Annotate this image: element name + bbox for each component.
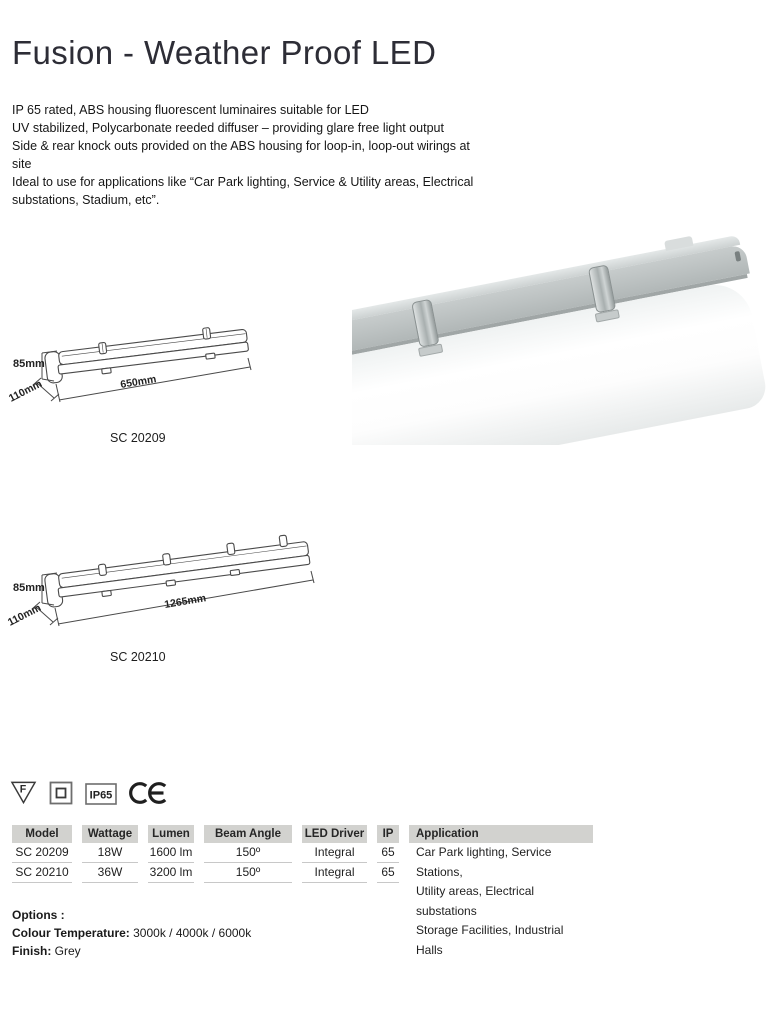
drawing-tab — [166, 580, 176, 586]
column-header-lumen: Lumen — [148, 825, 194, 843]
dimension-height-label: 85mm — [13, 582, 45, 594]
application-line: Storage Facilities, Industrial Halls — [416, 923, 564, 957]
options-heading: Options : — [12, 908, 65, 922]
cell-led-driver: Integral — [302, 843, 367, 863]
application-line: Car Park lighting, Service Stations, — [416, 845, 552, 879]
f-mark-icon — [10, 779, 37, 805]
cell-ip: 65 — [377, 863, 399, 883]
description-line: Side & rear knock outs provided on the ABS housing for loop-in, loop-out wirings at site — [12, 139, 470, 171]
column-header-wattage: Wattage — [82, 825, 138, 843]
drawing-clip — [227, 543, 235, 555]
column-header-application: Application — [409, 825, 593, 843]
cell-beam-angle: 150º — [204, 863, 292, 883]
column-header-model: Model — [12, 825, 72, 843]
cell-wattage: 36W — [82, 863, 138, 883]
dimension-height-label: 85mm — [13, 358, 45, 370]
finish-line — [12, 942, 251, 960]
description-line: Ideal to use for applications like “Car Park lighting, Service & Utility areas, Electrical — [12, 175, 474, 189]
technical-drawing-sc20209 — [5, 320, 260, 412]
ce-mark-icon — [129, 781, 169, 805]
drawing-clip — [162, 553, 170, 565]
certification-icons — [10, 779, 169, 805]
model-caption-sc20209: SC 20209 — [110, 431, 166, 445]
description-line: substations, Stadium, etc”. — [12, 193, 160, 207]
dimension-length-label: 1265mm — [163, 592, 207, 611]
colour-temperature-line — [12, 924, 251, 942]
drawing-tab — [206, 353, 216, 359]
colour-temperature-label: Colour Temperature: — [12, 926, 130, 940]
f-mark-letter: F — [19, 783, 27, 796]
technical-drawing-sc20210 — [5, 530, 335, 632]
description-line: UV stabilized, Polycarbonate reeded diffuser – providing glare free light output — [12, 121, 444, 135]
drawing-tab — [230, 569, 240, 575]
luminaire-render — [352, 244, 770, 445]
drawing-clip — [98, 564, 106, 576]
drawing-tab — [102, 368, 112, 374]
cell-application — [409, 843, 593, 957]
application-line: Utility areas, Electrical substations — [416, 884, 535, 918]
cell-ip: 65 — [377, 843, 399, 863]
column-header-led-driver: LED Driver — [302, 825, 367, 843]
product-description — [12, 101, 482, 209]
cell-led-driver: Integral — [302, 863, 367, 883]
drawing-clip — [279, 535, 287, 547]
dimension-length-label: 650mm — [119, 373, 158, 391]
cell-model: SC 20209 — [12, 843, 72, 863]
column-header-beam-angle: Beam Angle — [204, 825, 292, 843]
cell-wattage: 18W — [82, 843, 138, 863]
finish-value: Grey — [51, 944, 81, 958]
drawing-tab — [102, 590, 112, 596]
class-ii-insulation-icon — [49, 781, 73, 805]
finish-label: Finish: — [12, 944, 52, 958]
colour-temperature-value: 3000k / 4000k / 6000k — [129, 926, 252, 940]
dimension-depth-label: 110mm — [5, 601, 44, 629]
ip65-icon — [85, 783, 117, 805]
cell-model: SC 20210 — [12, 863, 72, 883]
options-section — [12, 906, 251, 960]
description-line: IP 65 rated, ABS housing fluorescent luminaires suitable for LED — [12, 103, 369, 117]
cell-beam-angle: 150º — [204, 843, 292, 863]
cell-lumen: 1600 lm — [148, 843, 194, 863]
product-photo — [352, 213, 770, 445]
column-header-ip: IP — [377, 825, 399, 843]
ip65-label: IP65 — [89, 789, 113, 802]
model-caption-sc20210: SC 20210 — [110, 650, 166, 664]
dimension-depth-label: 110mm — [6, 377, 45, 405]
page-title: Fusion - Weather Proof LED — [12, 34, 437, 71]
cell-lumen: 3200 lm — [148, 863, 194, 883]
